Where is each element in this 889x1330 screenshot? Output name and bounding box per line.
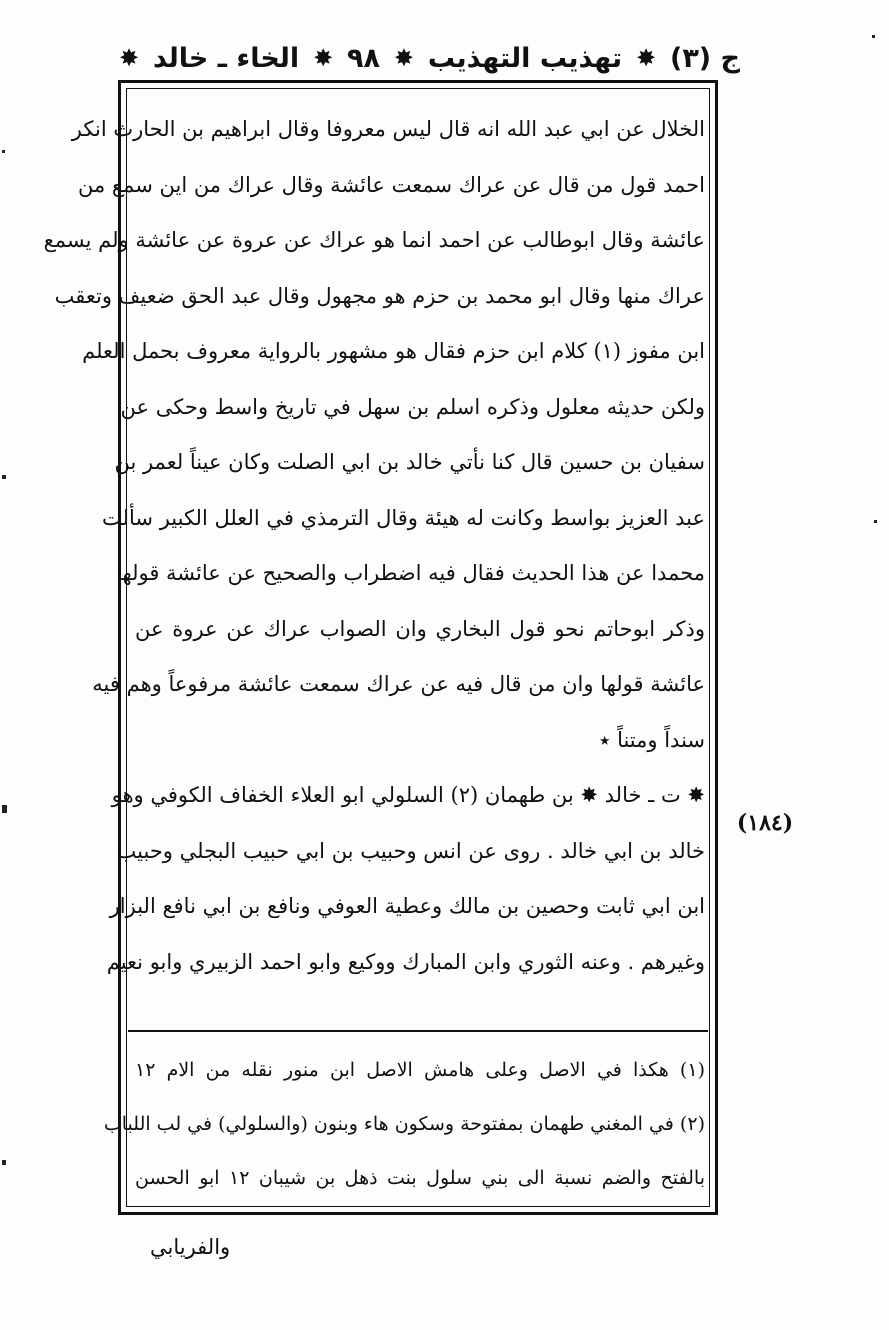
ornament-star-icon: ✸	[393, 44, 414, 72]
page-number: ٩٨	[347, 42, 381, 74]
scan-speck	[872, 35, 875, 38]
volume-label: ج (٣)	[669, 42, 740, 74]
scan-speck	[2, 475, 6, 479]
scan-speck	[874, 520, 877, 523]
section-label: الخاء ـ خالد	[153, 42, 300, 74]
footnote-line: (١) هكذا في الاصل وعلى هامش الاصل ابن منور نقله من الام ١٢	[135, 1059, 705, 1081]
text-line: محمدا عن هذا الحديث فقال فيه اضطراب والصحيح عن عائشة قولها	[116, 561, 705, 585]
text-line: وذكر ابوحاتم نحو قول البخاري وان الصواب عراك عن عروة عن	[135, 616, 705, 641]
text-line: ابن مفوز (١) كلام ابن حزم فقال هو مشهور بالرواية معروف بحمل العلم	[82, 339, 705, 363]
text-line: وغيرهم . وعنه الثوري وابن المبارك ووكيع وابو احمد الزبيري وابو نعيم	[106, 949, 705, 974]
text-line: الخلال عن ابي عبد الله انه قال ليس معروفا وقال ابراهيم بن الحارث انكر	[71, 117, 705, 141]
footnote-divider	[128, 1030, 708, 1032]
entry-heading-line: ✸ ت ـ خالد ✸ بن طهمان (٢) السلولي ابو العلاء الخفاف الكوفي وهو	[111, 783, 705, 807]
scan-speck	[2, 150, 5, 153]
main-text	[43, 102, 705, 990]
ornament-star-icon: ✸	[313, 44, 334, 72]
text-line: عائشة قولها وان من قال فيه عن عراك سمعت عائشة مرفوعاً وهم فيه	[92, 672, 705, 696]
scan-speck	[2, 805, 7, 813]
footnote-line: (٢) في المغني طهمان بمفتوحة وسكون هاء وبنون (والسلولي) في لب اللباب	[103, 1113, 705, 1135]
text-line: عائشة وقال ابوطالب عن احمد انما هو عراك عن عروة عن عائشة ولم يسمع	[43, 228, 705, 252]
catchword: والفريابي	[150, 1235, 231, 1259]
book-title: تهذيب التهذيب	[427, 42, 623, 74]
footnotes	[103, 1043, 705, 1205]
text-line: ابن ابي ثابت وحصين بن مالك وعطية العوفي ونافع بن ابي نافع البزار	[109, 894, 705, 918]
page-header	[115, 38, 740, 78]
footnote-line: بالفتح والضم نسبة الى بني سلول بنت ذهل بن شيبان ١٢ ابو الحسن	[135, 1167, 705, 1189]
text-line: ولكن حديثه معلول وذكره اسلم بن سهل في تاريخ واسط وحكى عن	[120, 394, 705, 419]
text-line: سنداً ومتناً ٭	[598, 727, 705, 752]
text-line: عراك منها وقال ابو محمد بن حزم هو مجهول وقال عبد الحق ضعيف وتعقب	[54, 283, 705, 308]
text-line: سفيان بن حسين قال كنا نأتي خالد بن ابي الصلت وكان عيناً لعمر بن	[114, 450, 705, 474]
text-line: خالد بن ابي خالد . روى عن انس وحبيب بن ابي حبيب البجلي وحبيب	[116, 838, 705, 863]
ornament-star-icon: ✸	[119, 44, 140, 72]
ornament-star-icon: ✸	[635, 44, 657, 72]
scan-speck	[2, 1160, 6, 1165]
text-line: عبد العزيز بواسط وكانت له هيئة وقال الترمذي في العلل الكبير سألت	[102, 505, 705, 530]
text-line: احمد قول من قال عن عراك سمعت عائشة وقال عراك من اين سمع من	[77, 172, 705, 197]
entry-number: (١٨٤)	[736, 810, 794, 836]
